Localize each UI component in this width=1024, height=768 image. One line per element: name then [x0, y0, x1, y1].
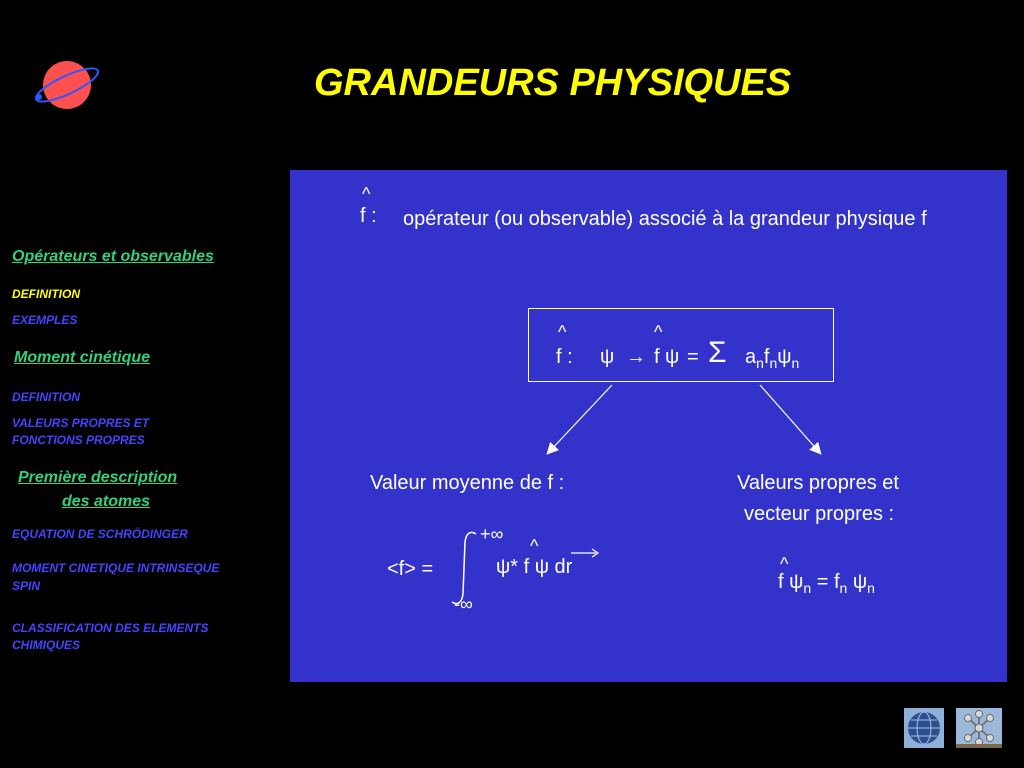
eigen-sub-1: n [803, 580, 812, 596]
operator-definition: opérateur (ou observable) associé à la grandeur physique f [403, 208, 927, 230]
sidebar-item-exemples[interactable]: EXEMPLES [12, 313, 78, 327]
vector-arrow-icon [570, 548, 600, 558]
sidebar-item-schrodinger[interactable]: EQUATION DE SCHRÖDINGER [12, 527, 188, 541]
formula-sigma: Σ [708, 336, 727, 369]
eigen-psi-2: ψ [847, 571, 868, 593]
integral-lower-bound: -∞ [454, 594, 473, 614]
formula-psi: ψ [600, 346, 615, 368]
formula-psi-2: ψ [665, 346, 680, 368]
formula-a: a [745, 346, 757, 368]
sidebar-item-definition-2[interactable]: DEFINITION [12, 390, 80, 404]
atomium-icon[interactable] [956, 708, 1002, 748]
sidebar-item-definition-1[interactable]: DEFINITION [12, 287, 80, 301]
formula-sub-1: n [756, 355, 764, 371]
formula-f: f [654, 346, 660, 368]
integrand-psi-star: ψ* [496, 556, 524, 578]
sidebar-item-valeurs-propres[interactable]: VALEURS PROPRES ET [12, 416, 150, 430]
integrand [496, 556, 572, 579]
content-panel [290, 170, 1007, 682]
sidebar-item-spin[interactable]: SPIN [12, 579, 41, 593]
sidebar-item-moment-intrinseque[interactable]: MOMENT CINETIQUE INTRINSEQUE [12, 561, 220, 575]
sidebar-item-classification[interactable]: CLASSIFICATION DES ELEMENTS [12, 621, 209, 635]
branch-arrows [290, 170, 1007, 682]
formula-arrow: → [626, 346, 646, 368]
eigen-heading-line2: vecteur propres : [744, 503, 895, 525]
integral-upper-bound: +∞ [480, 524, 504, 544]
eigen-f: f [778, 571, 784, 593]
formula-psi-3: ψ [777, 346, 792, 368]
formula-f2: f [763, 346, 770, 368]
mean-value-heading: Valeur moyenne de f : [370, 472, 565, 494]
eigen-psi: ψ [789, 571, 804, 593]
eigen-sub-2: n [839, 580, 848, 596]
eigen-equation [778, 571, 875, 596]
integrand-f: f [523, 556, 530, 578]
eigen-sub-3: n [867, 580, 875, 596]
formula-sub-3: n [791, 355, 800, 371]
sidebar-item-fonctions-propres[interactable]: FONCTIONS PROPRES [12, 433, 145, 447]
formula-hat-1: ^ [558, 322, 567, 342]
eigen-heading-line1: Valeurs propres et [737, 472, 899, 494]
formula-eq: = [687, 346, 699, 368]
mean-value-lhs: <f> = [387, 558, 434, 580]
formula-sub-2: n [769, 355, 778, 371]
sidebar-item-des-atomes[interactable]: des atomes [62, 493, 151, 510]
sidebar-item-operateurs[interactable]: Opérateurs et observables [12, 248, 214, 265]
sidebar-nav [0, 0, 290, 768]
eigen-hat: ^ [780, 554, 789, 574]
operator-hat: ^ [362, 184, 371, 204]
globe-icon[interactable] [904, 708, 944, 748]
integrand-hat: ^ [530, 536, 539, 556]
sidebar-item-chimiques[interactable]: CHIMIQUES [12, 638, 81, 652]
page-title: GRANDEURS PHYSIQUES [314, 62, 792, 104]
formula-hat-2: ^ [654, 322, 663, 342]
eigen-eq: = f [811, 571, 840, 593]
operator-symbol: f : [360, 205, 377, 227]
sidebar-item-moment-cinetique[interactable]: Moment cinétique [14, 349, 151, 366]
formula-lhs: f : [556, 346, 573, 368]
sidebar-item-premiere-description[interactable]: Première description [18, 469, 178, 486]
integrand-rest: ψ dr [529, 556, 573, 578]
